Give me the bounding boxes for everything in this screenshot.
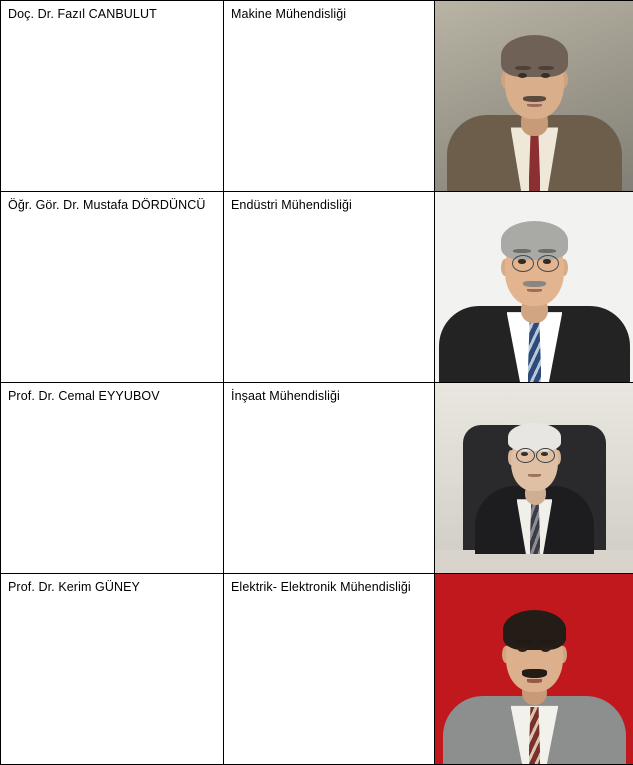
faculty-name-text: Doç. Dr. Fazıl CANBULUT <box>1 1 223 29</box>
portrait-eyebrow-right <box>538 249 556 253</box>
faculty-department-cell <box>224 192 435 383</box>
faculty-name-text: Prof. Dr. Cemal EYYUBOV <box>1 383 223 411</box>
faculty-department-cell <box>224 383 435 574</box>
portrait-eyebrow-left <box>515 639 533 644</box>
faculty-name-cell <box>1 383 224 574</box>
faculty-name-text: Prof. Dr. Kerim GÜNEY <box>1 574 223 602</box>
faculty-department-text: Endüstri Mühendisliği <box>224 192 434 220</box>
portrait-eyebrow-left <box>515 66 531 71</box>
faculty-photo-cell <box>435 1 633 192</box>
portrait-eye-left <box>518 647 527 652</box>
portrait-image <box>435 383 633 573</box>
portrait-image <box>435 192 633 382</box>
portrait-hair <box>503 610 567 650</box>
portrait-image <box>435 1 633 191</box>
table-row <box>1 192 633 383</box>
faculty-table-body <box>1 1 633 765</box>
table-row <box>1 383 633 574</box>
portrait-tie <box>528 317 542 382</box>
faculty-department-cell <box>224 574 435 765</box>
faculty-photo-cell <box>435 574 633 765</box>
portrait-eye-left <box>518 259 526 264</box>
faculty-photo-cell <box>435 192 633 383</box>
portrait-tie <box>529 707 541 764</box>
faculty-department-text: İnşaat Mühendisliği <box>224 383 434 411</box>
faculty-department-text: Elektrik- Elektronik Mühendisliği <box>224 574 434 602</box>
faculty-photo-cell <box>435 383 633 574</box>
faculty-department-text: Makine Mühendisliği <box>224 1 434 29</box>
portrait-eyebrow-right <box>538 66 554 71</box>
portrait-eyebrow-left <box>513 249 531 253</box>
portrait-eyebrow-right <box>538 639 556 644</box>
portrait-eye-left <box>518 73 527 78</box>
faculty-department-cell <box>224 1 435 192</box>
portrait-hair <box>501 221 569 261</box>
portrait-hair <box>501 35 569 77</box>
portrait-mouth <box>527 679 543 682</box>
portrait-hair <box>508 423 562 452</box>
portrait-eye-left <box>521 452 528 456</box>
faculty-name-cell <box>1 574 224 765</box>
portrait-tie <box>530 501 541 554</box>
faculty-name-text: Öğr. Gör. Dr. Mustafa DÖRDÜNCÜ <box>1 192 223 220</box>
portrait-image <box>435 574 633 764</box>
faculty-name-cell <box>1 192 224 383</box>
faculty-name-cell <box>1 1 224 192</box>
portrait-moustache <box>522 669 548 678</box>
table-row <box>1 1 633 192</box>
table-row <box>1 574 633 765</box>
